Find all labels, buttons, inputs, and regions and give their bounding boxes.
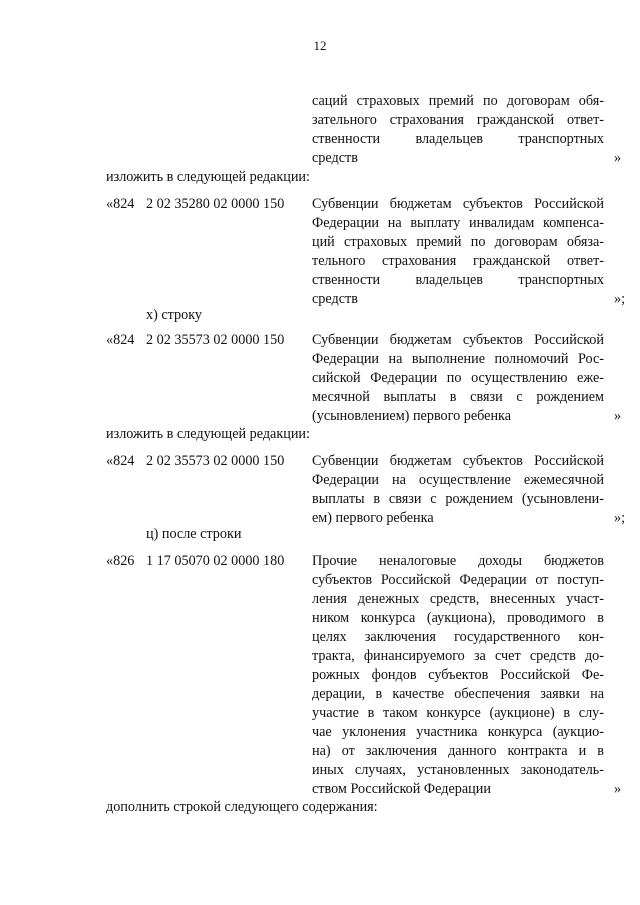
description-line: тельного страхования гражданской ответ- bbox=[312, 253, 604, 269]
instruction-text: изложить в следующей редакции: bbox=[106, 169, 310, 185]
budget-code: 2 02 35573 02 0000 150 bbox=[146, 453, 285, 469]
description-line: ем) первого ребенка bbox=[312, 510, 434, 526]
instruction-text: дополнить строкой следующего содержания: bbox=[106, 799, 378, 815]
description-cell bbox=[312, 331, 604, 426]
description-line: сийской Федерации по осуществлению еже- bbox=[312, 370, 604, 386]
description-line: зательного страхования гражданской ответ- bbox=[312, 112, 604, 128]
budget-code: 2 02 35280 02 0000 150 bbox=[146, 196, 285, 212]
admin-code-open: «824 bbox=[106, 332, 135, 348]
instruction-text: изложить в следующей редакции: bbox=[106, 426, 310, 442]
description-line: рожных фондов субъектов Российской Фе- bbox=[312, 667, 604, 683]
description-line: участие в таком конкурсе (аукционе) в слу- bbox=[312, 705, 604, 721]
description-line: целях заключения государственного кон- bbox=[312, 629, 604, 645]
closing-quote: » bbox=[614, 150, 622, 166]
description-line: ством Российской Федерации bbox=[312, 781, 491, 797]
description-line: чае уклонения участника конкурса (аукцио- bbox=[312, 724, 604, 740]
description-line: ления денежных средств, внесенных участ- bbox=[312, 591, 604, 607]
budget-code: 2 02 35573 02 0000 150 bbox=[146, 332, 285, 348]
description-line: средств bbox=[312, 291, 358, 307]
description-line: (усыновлением) первого ребенка bbox=[312, 408, 512, 424]
admin-code-open: «826 bbox=[106, 553, 135, 569]
closing-quote: »; bbox=[614, 510, 626, 526]
closing-quote: »; bbox=[614, 291, 626, 307]
closing-quote: » bbox=[614, 408, 622, 424]
budget-code: 1 17 05070 02 0000 180 bbox=[146, 553, 285, 569]
description-line: иных случаях, установленных законодатель- bbox=[312, 762, 604, 778]
description-line: ций страховых премий по договорам обяза- bbox=[312, 234, 604, 250]
description-line: выплаты в связи с рождением (усыновлени- bbox=[312, 491, 604, 507]
description-line: Субвенции бюджетам субъектов Российской bbox=[312, 196, 604, 212]
description-line: средств bbox=[312, 150, 358, 166]
description-line: ственности владельцев транспортных bbox=[312, 272, 604, 288]
sub-item-label: х) строку bbox=[146, 307, 203, 323]
description-line: месячной выплаты в связи с рождением bbox=[312, 389, 604, 405]
description-line: Федерации на осуществление ежемесячной bbox=[312, 472, 604, 488]
description-line: ственности владельцев транспортных bbox=[312, 131, 604, 147]
description-line: саций страховых премий по договорам обя- bbox=[312, 93, 604, 109]
description-cell bbox=[312, 195, 604, 309]
sub-item-label: ц) после строки bbox=[146, 526, 242, 542]
description-line: Федерации на выполнение полномочий Рос- bbox=[312, 351, 604, 367]
description-line: ником конкурса (аукциона), проводимого в bbox=[312, 610, 604, 626]
description-line: тракта, финансируемого за счет средств до- bbox=[312, 648, 604, 664]
description-line: Прочие неналоговые доходы бюджетов bbox=[312, 553, 604, 569]
admin-code-open: «824 bbox=[106, 453, 135, 469]
description-cell bbox=[312, 452, 604, 528]
page-number: 12 bbox=[313, 38, 327, 53]
description-cell bbox=[312, 552, 604, 799]
description-line: дерации, в качестве обеспечения заявки на bbox=[312, 686, 604, 702]
description-line: на) от заключения данного контракта и в bbox=[312, 743, 604, 759]
description-line: субъектов Российской Федерации от поступ- bbox=[312, 572, 604, 588]
description-line: Субвенции бюджетам субъектов Российской bbox=[312, 453, 604, 469]
admin-code-open: «824 bbox=[106, 196, 135, 212]
closing-quote: » bbox=[614, 781, 622, 797]
description-line: Федерации на выплату инвалидам компенса- bbox=[312, 215, 604, 231]
description-cell-continued bbox=[312, 92, 604, 168]
description-line: Субвенции бюджетам субъектов Российской bbox=[312, 332, 604, 348]
